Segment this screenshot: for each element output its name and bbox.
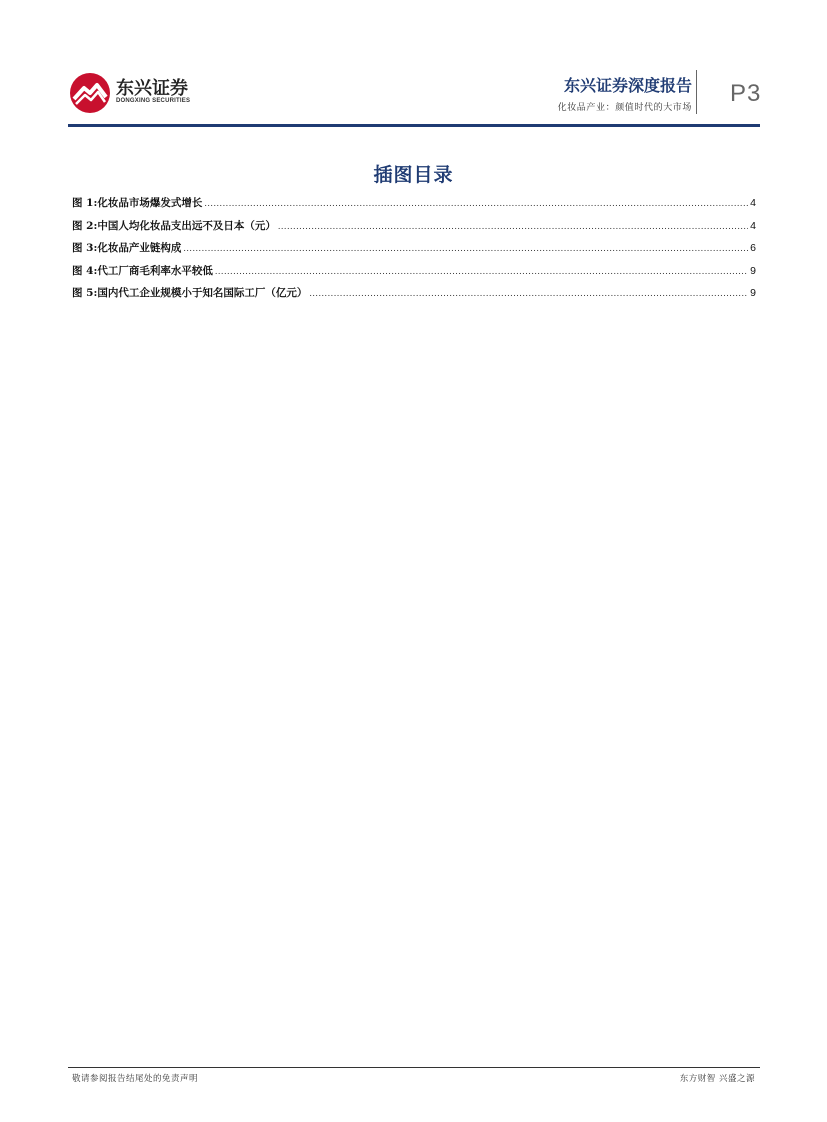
toc-entry[interactable] [72,240,756,263]
toc-entry-page: 6 [750,242,756,254]
toc-entry-label: 图 1:化妆品市场爆发式增长 [72,197,203,209]
logo-text-cn: 东兴证券 [116,78,188,99]
toc-entry-page: 4 [750,197,756,209]
toc-list [72,195,756,308]
toc-entry-page: 4 [750,219,756,232]
header-rule [68,124,760,127]
toc-entry[interactable] [72,195,756,218]
toc-entry-label: 图 5:国内代工企业规模小于知名国际工厂（亿元） [72,287,308,299]
footer-slogan: 东方财智 兴盛之源 [679,1074,755,1084]
toc-leader-dots [204,199,748,208]
toc-entry-label: 图 3:化妆品产业链构成 [72,242,182,254]
toc-entry[interactable] [72,263,756,286]
toc-leader-dots [215,267,748,276]
toc-entry[interactable] [72,218,756,241]
report-subtitle: 化妆品产业：颜值时代的大市场 [557,103,692,113]
footer-disclaimer: 敬请参阅报告结尾处的免责声明 [72,1074,199,1084]
toc-leader-dots [183,244,748,253]
toc-leader-dots [309,289,748,298]
toc-leader-dots [278,222,748,231]
logo-text-en: DONGXING SECURITIES [116,98,191,104]
toc-entry-label: 图 2:中国人均化妆品支出远不及日本（元） [72,219,276,232]
footer-rule [68,1067,760,1068]
toc-entry-label: 图 4:代工厂商毛利率水平较低 [72,264,213,277]
toc-entry-page: 9 [750,264,756,277]
header-divider [696,70,697,114]
toc-entry-page: 9 [750,287,756,299]
company-logo [68,71,208,115]
toc-title: 插图目录 [373,164,454,186]
toc-entry[interactable] [72,285,756,308]
report-title: 东兴证券深度报告 [563,76,692,95]
page-number: P3 [730,80,762,107]
report-header [558,73,692,113]
logo-mark-icon [68,71,112,115]
